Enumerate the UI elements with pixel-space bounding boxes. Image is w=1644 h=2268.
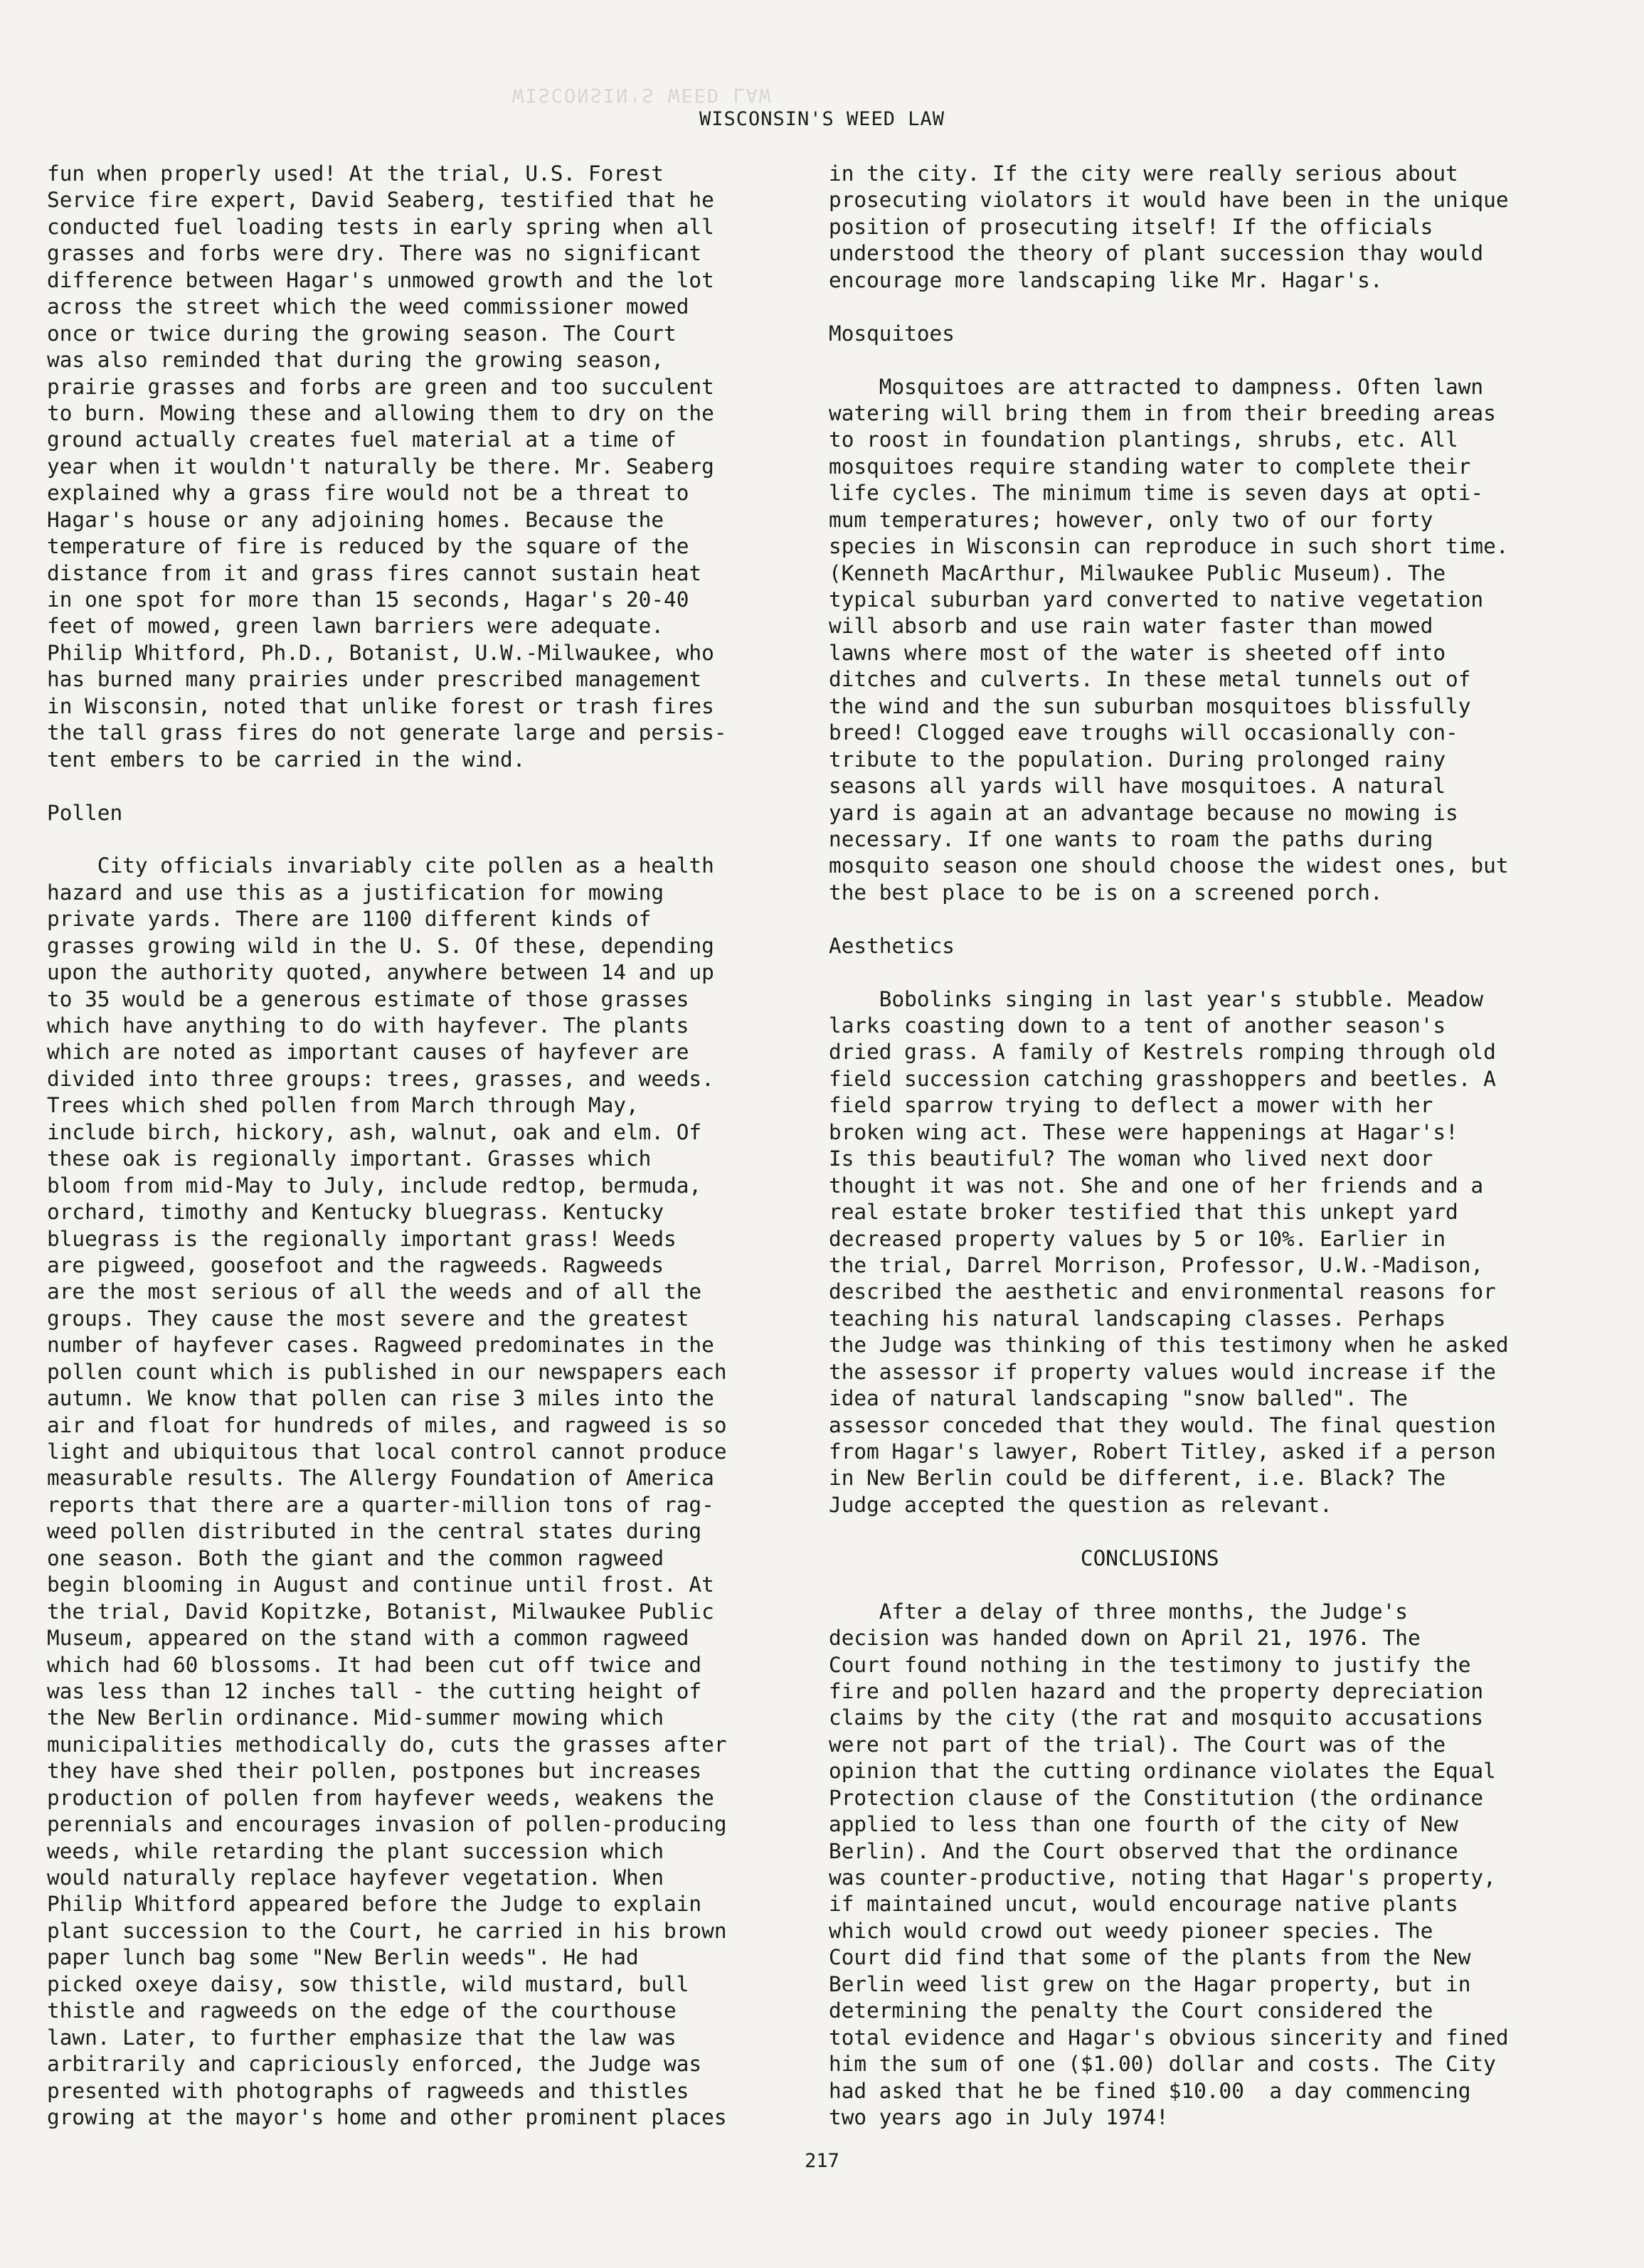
left-column-text-line: pollen count which is published in our newspapers each [47,1359,727,1384]
left-column-text-line: the tall grass fires do not generate large and persis- [47,720,727,745]
left-column-text-line: Hagar's house or any adjoining homes. Because the [47,507,664,532]
right-column-text-line: teaching his natural landscaping classes. Perhaps [829,1306,1446,1331]
right-column-text-line: encourage more landscaping like Mr. Hagar's. [829,267,1383,292]
right-column-text-line: had asked that he be fined $10.00 a day commencing [829,2078,1471,2103]
page-title: WISCONSIN'S WEED LAW [699,108,945,130]
left-column-text-line: which had 60 blossoms. It had been cut off twice and [47,1652,702,1677]
left-column-text-line: measurable results. The Allergy Foundation of America [47,1466,714,1491]
left-column-text-line: air and float for hundreds of miles, and ragweed is so [47,1412,727,1437]
right-column-text-line: Bobolinks singing in last year's stubble. Meadow [829,986,1484,1011]
right-column-text-line: broken wing act. These were happenings at Hagar's! [829,1119,1458,1144]
left-column-text-line: weeds, while retarding the plant succession which [47,1838,664,1863]
left-column-text-line: include birch, hickory, ash, walnut, oak and elm. Of [47,1119,702,1144]
left-column-text-line: to burn. Mowing these and allowing them to dry on the [47,400,714,425]
left-column-text-line: grasses and forbs were dry. There was no significant [47,241,702,266]
left-column-text-line: was less than 12 inches tall - the cutting height of [47,1678,702,1703]
right-column-text-line: position of prosecuting itself! If the officials [829,214,1433,239]
right-column-text-line: larks coasting down to a tent of another season's [829,1013,1446,1038]
right-column-text-line: opinion that the cutting ordinance violates the Equal [829,1759,1496,1784]
right-column-text-line: if maintained uncut, would encourage native plants [829,1892,1458,1917]
right-column-text-line: the assessor if property values would increase if the [829,1359,1496,1384]
right-column-text-line: in New Berlin could be different, i.e. Black? The [829,1466,1446,1491]
right-column-text-line: total evidence and Hagar's obvious sincerity and fined [829,2025,1509,2050]
right-column-text-line: dried grass. A family of Kestrels romping through old [829,1040,1496,1065]
left-column-text-line: tent embers to be carried in the wind. [47,747,526,772]
right-column-text-line: Aesthetics [829,933,955,958]
left-column-text-line: picked oxeye daisy, sow thistle, wild mustard, bull [47,1971,689,1996]
right-column-text-line: real estate broker testified that this unkept yard [829,1200,1458,1225]
left-column-text-line: grasses growing wild in the U. S. Of these, depending [47,933,714,958]
right-column-text-line: Mosquitoes are attracted to dampness. Often lawn [829,374,1484,399]
left-column-text-line: to 35 would be a generous estimate of those grasses [47,986,689,1011]
right-column-text-line: to roost in foundation plantings, shrubs, etc. All [829,427,1458,452]
right-column-text-line: yard is again at an advantage because no mowing is [829,800,1458,825]
right-column-text-line: breed! Clogged eave troughs will occasionally con- [829,720,1458,745]
left-column-text-line: number of hayfever cases. Ragweed predominates in the [47,1333,714,1358]
right-column-text-line: watering will bring them in from their breeding areas [829,400,1496,425]
right-column-text-line: decreased property values by 5 or 10%. Earlier in [829,1226,1446,1251]
left-column-text-line: across the street which the weed commissioner mowed [47,294,689,319]
left-column-text-line: prairie grasses and forbs are green and too succulent [47,374,714,399]
right-column-text-line: (Kenneth MacArthur, Milwaukee Public Museum). The [829,560,1446,585]
right-column-text-line: the wind and the sun suburban mosquitoes blissfully [829,693,1471,718]
right-column-text-line: mosquito season one should choose the widest ones, but [829,853,1509,878]
left-column-text-line: Service fire expert, David Seaberg, testified that he [47,188,714,213]
right-column-text-line: species in Wisconsin can reproduce in such short time. [829,534,1509,559]
right-column-text-line: Judge accepted the question as relevant. [829,1492,1332,1517]
right-column-text-line [829,347,1509,373]
left-column-text-line: explained why a grass fire would not be a threat to [47,481,689,506]
right-column [829,161,1509,2131]
right-column-text-line: Is this beautiful? The woman who lived next door [829,1146,1433,1171]
right-column-text-line: idea of natural landscaping "snow balled". The [829,1386,1408,1411]
left-column-text-line: groups. They cause the most severe and the greatest [47,1306,689,1331]
right-column-text-line [829,959,1509,986]
left-column-text-line: upon the authority quoted, anywhere between 14 and up [47,960,714,985]
right-column-text-line: the best place to be is on a screened porch. [829,880,1383,905]
right-column-text-line: lawns where most of the water is sheeted off into [829,640,1446,665]
right-column-text-line: understood the theory of plant succession thay would [829,241,1484,266]
right-column-text-line: from Hagar's lawyer, Robert Titley, asked if a person [829,1439,1496,1464]
right-column-text-line: After a delay of three months, the Judge's [829,1599,1408,1624]
left-column-text-line: growing at the mayor's home and other prominent places [47,2104,727,2129]
right-column-text-line: applied to less than one fourth of the city of New [829,1812,1458,1837]
left-column [47,161,727,2131]
right-column-text-line: ditches and culverts. In these metal tunnels out of [829,667,1471,692]
left-column-text-line: are the most serious of all the weeds and of all the [47,1279,702,1304]
left-column-text-line: City officials invariably cite pollen as a health [47,853,714,878]
left-column-text-line: in one spot for more than 15 seconds, Hagar's 20-40 [47,587,689,612]
right-column-text-line: described the aesthetic and environmental reasons for [829,1279,1496,1304]
left-column-text-line: weed pollen distributed in the central states during [47,1519,702,1544]
left-column-text-line: in Wisconsin, noted that unlike forest or trash fires [47,693,714,718]
left-column-text-line: feet of mowed, green lawn barriers were adequate. [47,614,664,639]
left-column-text-line: fun when properly used! At the trial, U.S. Forest [47,161,664,186]
right-column-text-line: fire and pollen hazard and the property depreciation [829,1678,1484,1703]
right-column-text-line: the trial, Darrel Morrison, Professor, U.W.-Madison, [829,1252,1484,1277]
left-column-text-line: lawn. Later, to further emphasize that the law was [47,2025,677,2050]
right-column-text-line: life cycles. The minimum time is seven days at opti- [829,481,1484,506]
left-column-text-line: once or twice during the growing season. The Court [47,321,677,346]
right-column-text-line: determining the penalty the Court considered the [829,1998,1433,2023]
right-column-text-line: were not part of the trial). The Court was of the [829,1732,1446,1757]
left-column-text-line: would naturally replace hayfever vegetation. When [47,1865,664,1890]
right-column-text-line: claims by the city (the rat and mosquito accusations [829,1705,1484,1730]
left-column-text-line: the New Berlin ordinance. Mid-summer mowing which [47,1705,664,1730]
right-column-text-line: seasons all yards will have mosquitoes. A natural [829,774,1446,799]
left-column-text-line: temperature of fire is reduced by the square of the [47,534,689,559]
left-column-text-line: was also reminded that during the growing season, [47,348,664,373]
left-column-text-line: Philip Whitford appeared before the Judge to explain [47,1892,702,1917]
left-column-text-line: year when it wouldn't naturally be there. Mr. Seaberg [47,454,714,479]
bleed-through-heading: WISCONSIN'S WEED LAW [512,84,773,106]
right-column-text-line: in the city. If the city were really serious about [829,161,1458,186]
left-column-text-line: distance from it and grass fires cannot sustain heat [47,560,702,585]
right-column-text-line: Berlin). And the Court observed that the ordinance [829,1838,1458,1863]
left-column-text-line: paper lunch bag some "New Berlin weeds". He had [47,1945,639,1970]
right-column-text-line: was counter-productive, noting that Hagar's property, [829,1865,1496,1890]
left-column-text-line: arbitrarily and capriciously enforced, the Judge was [47,2052,702,2077]
right-column-text-line: decision was handed down on April 21, 1976. The [829,1626,1421,1651]
right-column-text-line: Protection clause of the Constitution (the ordinance [829,1785,1484,1810]
left-column-text-line: begin blooming in August and continue until frost. At [47,1572,714,1597]
right-column-text-line: prosecuting violators it would have been in the unique [829,188,1509,213]
left-column-text-line: production of pollen from hayfever weeds, weakens the [47,1785,714,1810]
left-column-text-line: conducted fuel loading tests in early spring when all [47,214,714,239]
right-column-text-line: assessor conceded that they would. The final question [829,1412,1496,1437]
right-column-text-line: two years ago in July 1974! [829,2104,1169,2129]
left-column-text-line: autumn. We know that pollen can rise 3 miles into the [47,1386,714,1411]
right-column-text-line: field succession catching grasshoppers and beetles. A [829,1066,1496,1091]
right-column-text-line: Berlin weed list grew on the Hagar property, but in [829,1971,1471,1996]
left-column-text-line: which have anything to do with hayfever. The plants [47,1013,689,1038]
right-column-text-line: mum temperatures; however, only two of our forty [829,507,1433,532]
right-column-text-line: mosquitoes require standing water to complete their [829,454,1471,479]
left-column-text-line: divided into three groups: trees, grasses, and weeds. [47,1066,714,1091]
left-column-text-line [47,826,727,853]
left-column-text-line: perennials and encourages invasion of pollen-producing [47,1812,727,1837]
right-column-text-line: will absorb and use rain water faster than mowed [829,614,1433,639]
left-column-text-line: the trial, David Kopitzke, Botanist, Milwaukee Public [47,1599,714,1624]
left-column-text-line: which are noted as important causes of hayfever are [47,1040,689,1065]
left-column-text-line: has burned many prairies under prescribed management [47,667,702,692]
left-column-text-line: hazard and use this as a justification for mowing [47,880,664,905]
right-column-text-line [829,1572,1509,1598]
right-column-text-line: Court did find that some of the plants from the New [829,1945,1471,1970]
left-column-text-line: Trees which shed pollen from March through May, [47,1093,639,1118]
left-column-text-line: these oak is regionally important. Grasses which [47,1146,652,1171]
left-column-text-line: Philip Whitford, Ph.D., Botanist, U.W.-Milwaukee, who [47,640,714,665]
right-column-text-line: thought it was not. She and one of her friends and a [829,1173,1484,1198]
left-column-text-line: reports that there are a quarter-million tons of rag- [47,1492,714,1517]
right-column-text-line: the Judge was thinking of this testimony when he asked [829,1333,1509,1358]
left-column-text-line: ground actually creates fuel material at a time of [47,427,677,452]
right-column-text-line: typical suburban yard converted to native vegetation [829,587,1484,612]
left-column-text-line: they have shed their pollen, postpones but increases [47,1759,702,1784]
page-number: 217 [805,2150,839,2172]
left-column-text-line: plant succession to the Court, he carried in his brown [47,1918,727,1943]
left-column-text-line: one season. Both the giant and the common ragweed [47,1545,664,1570]
left-column-text-line: Pollen [47,800,123,825]
left-column-text-line: bluegrass is the regionally important grass! Weeds [47,1226,677,1251]
right-column-text-line: CONCLUSIONS [829,1545,1219,1570]
left-column-text-line: are pigweed, goosefoot and the ragweeds. Ragweeds [47,1252,664,1277]
right-column-text-line [829,906,1509,932]
left-column-text-line: presented with photographs of ragweeds and thistles [47,2078,689,2103]
left-column-text-line: light and ubiquitous that local control cannot produce [47,1439,727,1464]
left-column-text-line: private yards. There are 1100 different kinds of [47,907,652,932]
left-column-text-line: municipalities methodically do, cuts the grasses after [47,1732,727,1757]
left-column-text-line: Museum, appeared on the stand with a common ragweed [47,1626,689,1651]
left-column-text-line: bloom from mid-May to July, include redtop, bermuda, [47,1173,702,1198]
left-column-text-line [47,773,727,799]
right-column-text-line: Mosquitoes [829,321,955,346]
right-column-text-line [829,294,1509,320]
right-column-text-line: him the sum of one ($1.00) dollar and costs. The City [829,2052,1496,2077]
right-column-text-line: Court found nothing in the testimony to justify the [829,1652,1471,1677]
right-column-text-line [829,1518,1509,1545]
right-column-text-line: which would crowd out weedy pioneer species. The [829,1918,1433,1943]
left-column-text-line: thistle and ragweeds on the edge of the courthouse [47,1998,677,2023]
right-column-text-line: tribute to the population. During prolonged rainy [829,747,1446,772]
left-column-text-line: orchard, timothy and Kentucky bluegrass. Kentucky [47,1200,664,1225]
left-column-text-line: difference between Hagar's unmowed growth and the lot [47,267,714,292]
right-column-text-line: field sparrow trying to deflect a mower with her [829,1093,1433,1118]
right-column-text-line: necessary. If one wants to roam the paths during [829,826,1433,851]
